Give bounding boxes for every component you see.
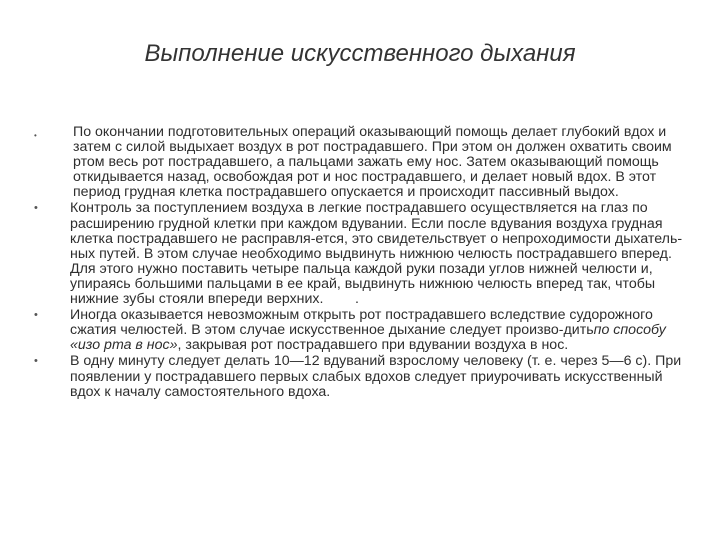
list-item-text-part: , закрывая рот пострадавшего при вдувании воздуха в нос. [177,337,569,354]
bullet-icon: • [34,309,38,322]
bullet-icon: • [34,202,38,215]
slide-title: Выполнение искусственного дыхания [144,40,576,67]
bullet-icon: • [34,131,37,140]
bullet-list [34,125,684,400]
emphasized-method: по способу «изо рта в нос» [70,322,666,354]
list-item-text [70,308,684,353]
list-item-text: Контроль за поступлением воздуха в легкие пострадавшего осуществляется на глаз по расширению грудной клетки при каждом вдувании. Если после вдувания воздуха грудная клетка пострадавшего не расправля-ется, это свидетельствует о непроходимости дыхатель-ных путей. В этом случае необходимо выдвинуть нижнюю челюсть пострадавшего вперед. Для этого нужно поставить четыре пальца каждой руки позади углов нижней челюсти и, упираясь большими пальцами в ее край, выдвинуть нижнюю челюсть вперед так, чтобы нижние зубы стояли впереди верхних. . [70,200,683,308]
list-item [34,125,684,200]
list-item [34,308,684,353]
list-item [34,354,684,399]
list-item-text: В одну минуту следует делать 10—12 вдуваний взрослому человеку (т. е. через 5—6 с). При появлении у пострадавшего первых слабых вдохов следует приурочивать искусственный вдох к началу самостоятельного вдоха. [70,353,682,400]
list-item-text-part: Иногда оказывается невозможным открыть рот пострадавшего вследствие судорожного сжатия челюстей. В этом случае искусственное дыхание следует произво-дить [70,307,653,339]
bullet-icon: • [34,355,38,368]
list-item-text: По окончании подготовительных операций оказывающий помощь делает глубокий вдох и затем с силой выдыхает воздух в рот пострадавшего. При этом он должен охватить своим ртом весь рот пострадавшего, а пальцами зажать ему нос. Затем оказывающий помощь откидывается назад, освобождая рот и нос пострадавшего, и делает новый вдох. В этот период грудная клетка пострадавшего опускается и происходит пассивный выдох. [73,124,672,201]
list-item [34,201,684,307]
